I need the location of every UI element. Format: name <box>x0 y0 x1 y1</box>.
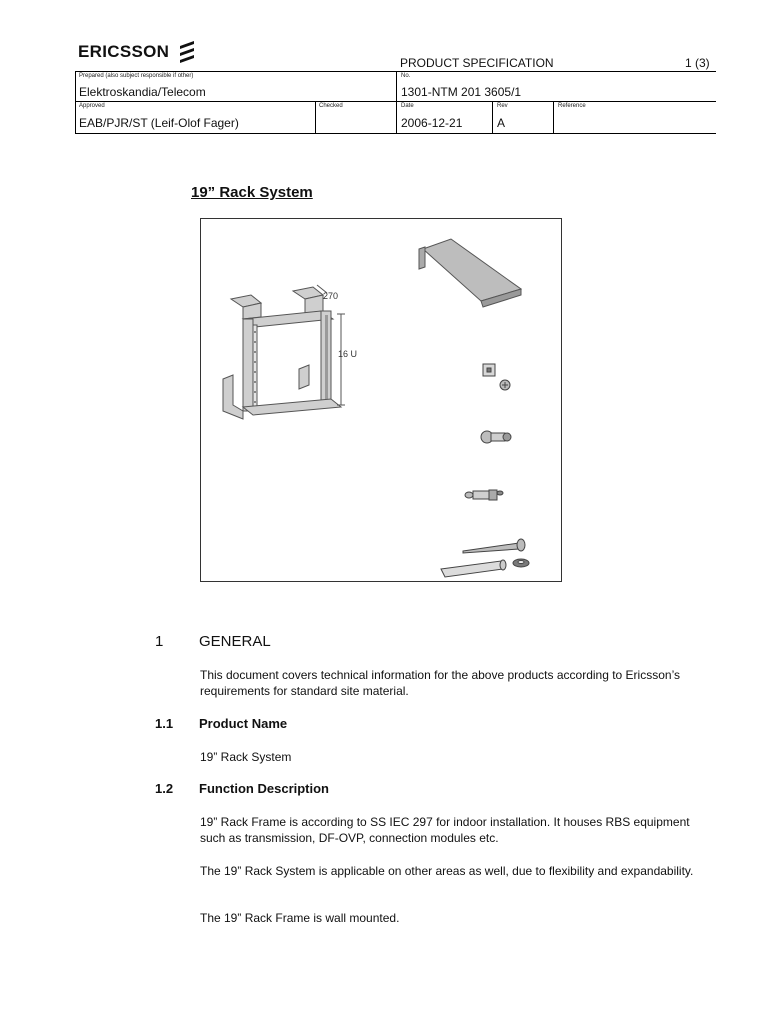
document-number: 1301-NTM 201 3605/1 <box>401 85 522 99</box>
revision-value: A <box>497 116 506 130</box>
shelf-drawing <box>419 239 521 307</box>
section-1-2-paragraph: 19” Rack Frame is according to SS IEC 297 for indoor installation. It houses RBS equipment such as transmission, DF-OVP, connection modules etc. <box>200 815 690 845</box>
section-1-2-heading: Function Description <box>199 781 329 796</box>
approved-value: EAB/PJR/ST (Leif-Olof Fager) <box>79 116 239 130</box>
approved-label: Approved <box>79 103 105 109</box>
section-1-text: This document covers technical information for the above products according to Ericsson’s requirements for standard site material. <box>200 668 681 698</box>
number-label: No. <box>401 73 411 79</box>
prepared-label: Prepared (also subject responsible if other) <box>79 73 194 79</box>
depth-dimension-label: 270 <box>323 291 339 301</box>
document-type: PRODUCT SPECIFICATION <box>400 56 554 70</box>
section-1-2-paragraph: The 19” Rack System is applicable on other areas as well, due to flexibility and expandability. <box>200 864 694 878</box>
section-1-2-number: 1.2 <box>155 781 174 796</box>
product-figure <box>200 218 562 582</box>
ericsson-logo-icon <box>177 40 197 64</box>
reference-label: Reference <box>558 103 586 109</box>
date-value: 2006-12-21 <box>401 116 463 130</box>
rack-illustration <box>201 219 561 581</box>
page-number: 1 (3) <box>685 56 710 70</box>
bolt-drawing <box>481 431 511 443</box>
header-table-divider <box>553 101 554 133</box>
company-logo <box>78 40 197 64</box>
rack-frame-drawing <box>223 287 341 419</box>
section-1-2-paragraph: The 19” Rack Frame is wall mounted. <box>200 911 400 925</box>
cage-nut-drawing <box>483 364 510 390</box>
wall-plug-drawing <box>441 539 529 577</box>
date-label: Date <box>401 103 414 109</box>
header-table-divider <box>396 71 397 134</box>
rev-label: Rev <box>497 103 508 109</box>
section-1-1-text: 19” Rack System <box>200 750 292 764</box>
company-name: ERICSSON <box>78 42 170 61</box>
checked-label: Checked <box>319 103 343 109</box>
page-title: 19” Rack System <box>191 184 313 201</box>
prepared-value: Elektroskandia/Telecom <box>79 85 206 99</box>
section-1-heading: GENERAL <box>199 633 271 650</box>
connector-screw-drawing <box>465 490 503 500</box>
header-table-divider <box>492 101 493 133</box>
header-table-left <box>75 71 76 134</box>
section-1-1-heading: Product Name <box>199 716 288 731</box>
height-dimension-label: 16 U <box>338 349 358 359</box>
section-1-number: 1 <box>155 633 164 650</box>
section-1-1-number: 1.1 <box>155 716 174 731</box>
header-table-divider <box>315 101 316 133</box>
